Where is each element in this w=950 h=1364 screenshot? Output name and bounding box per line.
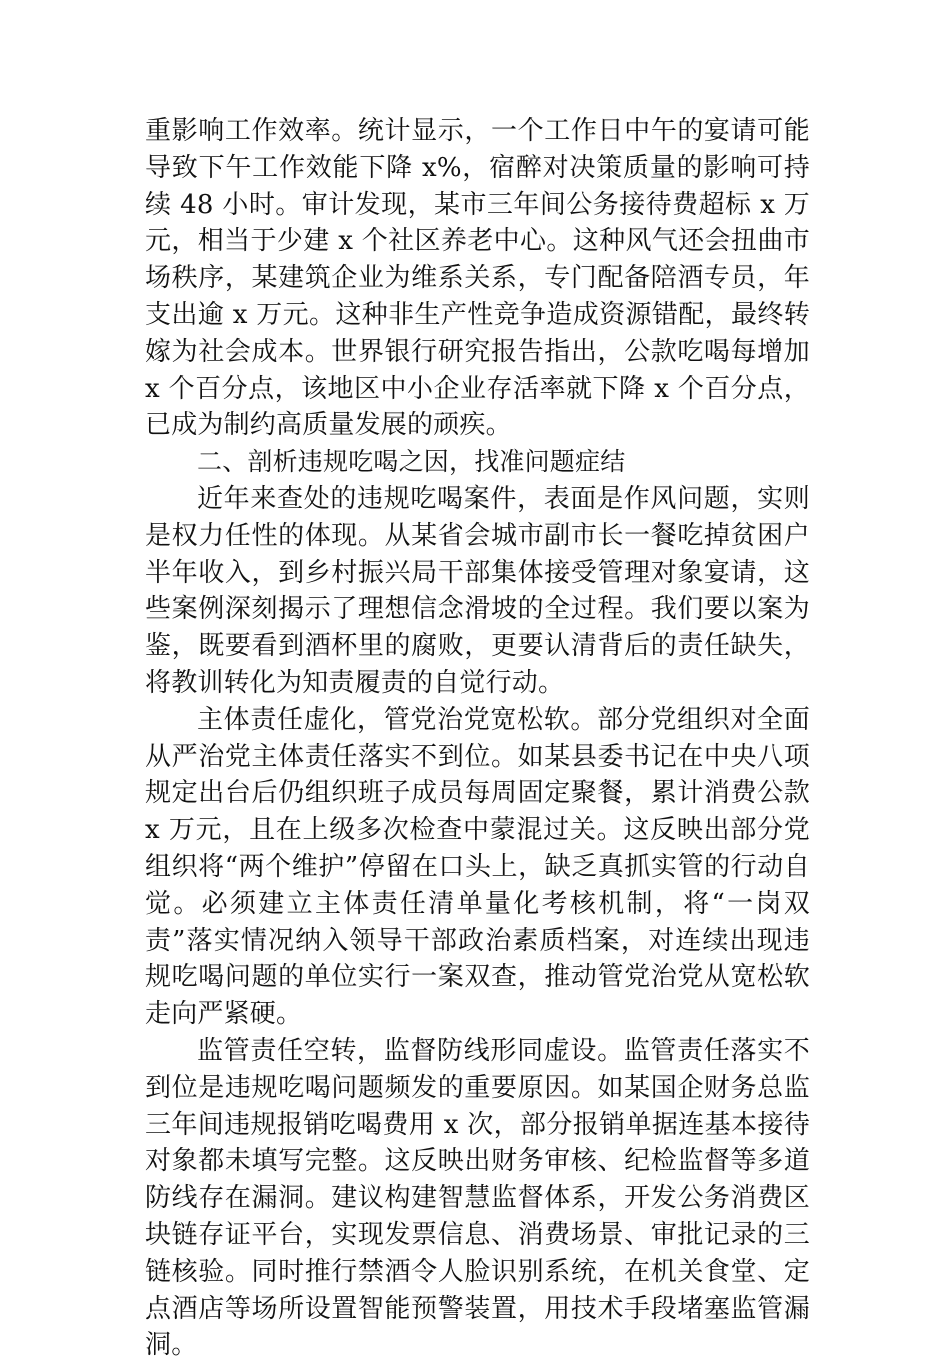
paragraph-intro: 近年来查处的违规吃喝案件，表面是作风问题，实则是权力任性的体现。从某省会城市副市长一餐吃掉贫困户半年收入，到乡村振兴局干部集体接受管理对象宴请，这些案例深刻揭示了理想信念滑坡的全过程。我们要以案为鉴，既要看到酒杯里的腐败，更要认清背后的责任缺失，将教训转化为知责履责的自觉行动。: [145, 483, 810, 698]
document-body: [145, 113, 810, 1364]
section-heading: 二、剖析违规吃喝之因，找准问题症结: [197, 447, 626, 477]
paragraph-supervision-responsibility: 监管责任空转，监督防线形同虚设。监管责任落实不到位是违规吃喝问题频发的重要原因。如某国企财务总监三年间违规报销吃喝费用 x 次，部分报销单据连基本接待对象都未填写完整。这反映出财务审核、纪检监督等多道防线存在漏洞。建议构建智慧监督体系，开发公务消费区块链存证平台，实现发票信息、消费场景、审批记录的三链核验。同时推行禁酒令人脸识别系统，在机关食堂、定点酒店等场所设置智能预警装置，用技术手段堵塞监管漏洞。: [145, 1035, 810, 1361]
paragraph-main-responsibility: 主体责任虚化，管党治党宽松软。部分党组织对全面从严治党主体责任落实不到位。如某县委书记在中央八项规定出台后仍组织班子成员每周固定聚餐，累计消费公款 x 万元，且在上级多次检查中蒙混过关。这反映出部分党组织将“两个维护”停留在口头上，缺乏真抓实管的行动自觉。必须建立主体责任清单量化考核机制，将“一岗双责”落实情况纳入领导干部政治素质档案，对连续出现违规吃喝问题的单位实行一案双查，推动管党治党从宽松软走向严紧硬。: [145, 704, 810, 1030]
paragraph-continuation: 重影响工作效率。统计显示，一个工作日中午的宴请可能导致下午工作效能下降 x%，宿醉对决策质量的影响可持续 48 小时。审计发现，某市三年间公务接待费超标 x 万元，相当于少建 x 个社区养老中心。这种风气还会扭曲市场秩序，某建筑企业为维系关系，专门配备陪酒专员，年支出逾 x 万元。这种非生产性竞争造成资源错配，最终转嫁为社会成本。世界银行研究报告指出，公款吃喝每增加 x 个百分点，该地区中小企业存活率就下降 x 个百分点，已成为制约高质量发展的顽疾。: [145, 116, 810, 441]
